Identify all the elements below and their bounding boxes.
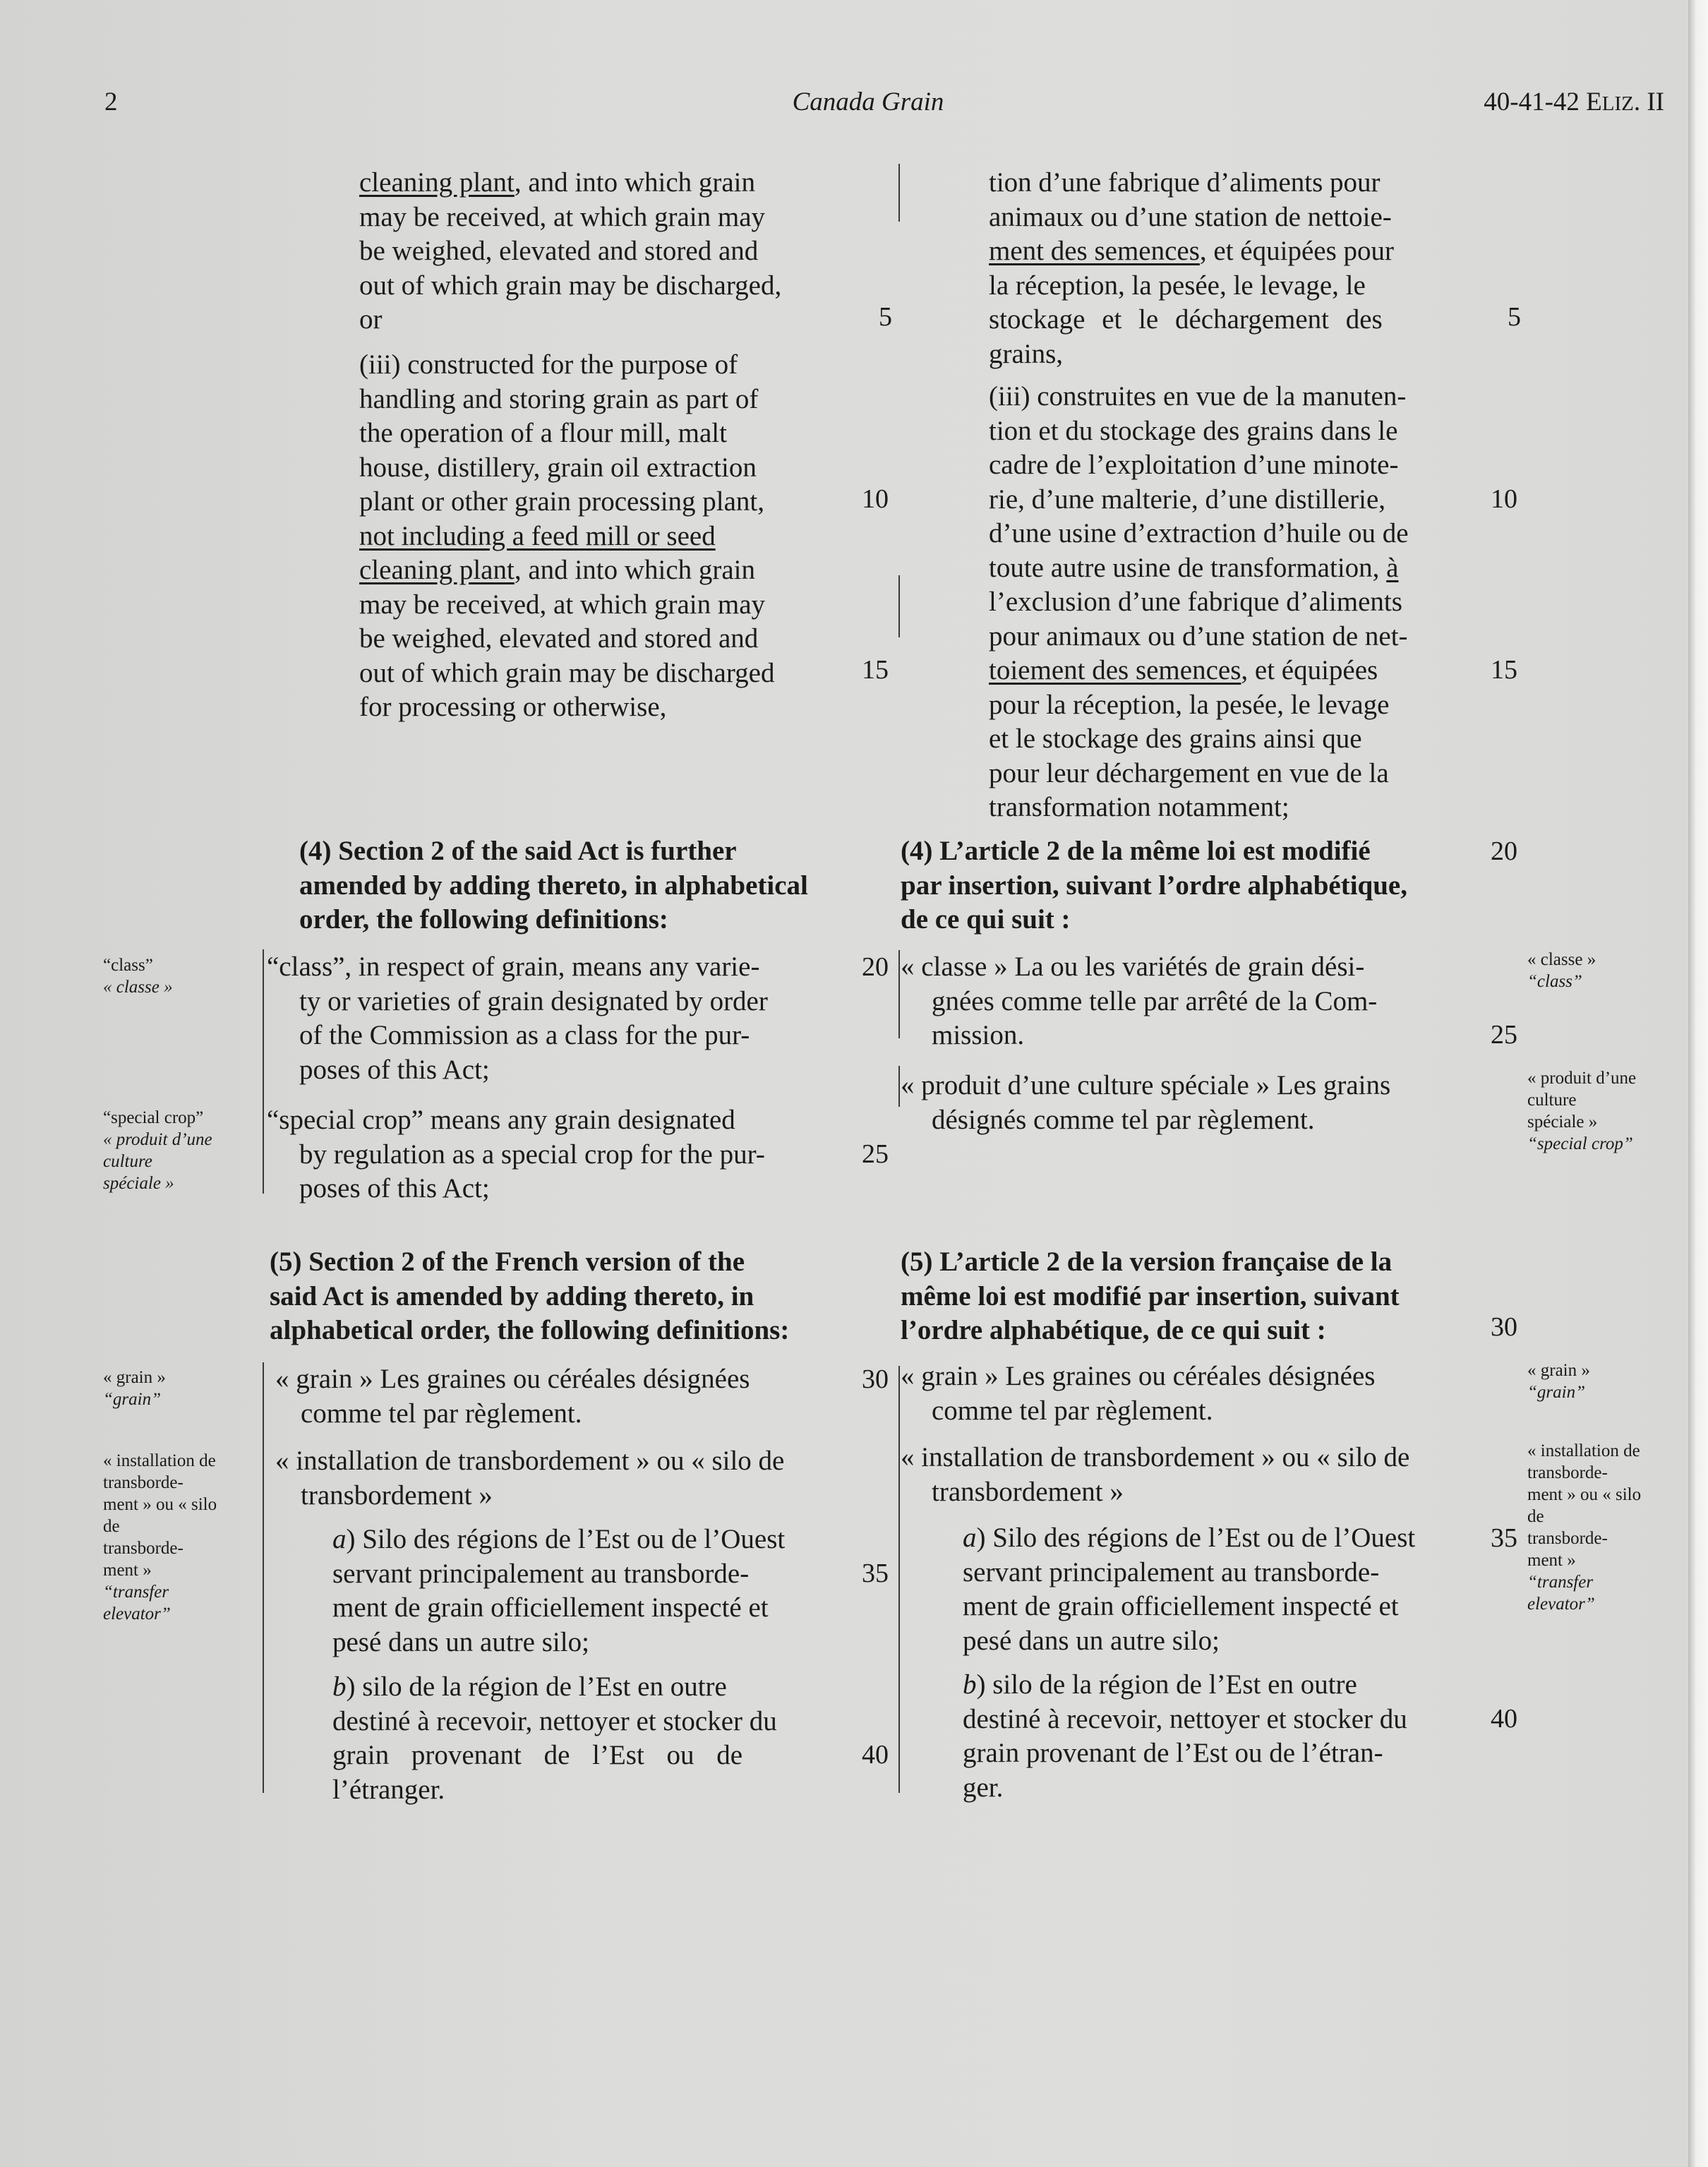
page-edge — [1688, 0, 1708, 2167]
en-line-number: 35 — [862, 1559, 889, 1588]
fr-line-number: 35 — [1491, 1523, 1517, 1553]
fr-definition-classe: « classe » La ou les variétés de grain dési- gnées comme telle par arrêté de la Com- mission. — [901, 952, 1378, 1050]
fr-subparagraph-iii: (iii) construites en vue de la manuten- tion et du stockage des grains dans le cadre de l’exploitation d’une minote- rie, d’une malterie, d’une distillerie, d’une usine d’extraction d’huile ou de toute autre usine de transformation, à l’exclusion d’une fabrique d’aliments pour animaux ou d’une station de net- toiement des semences, et équipées pour la réception, la pesée, le levage et le stockage des grains ainsi que pour leur déchargement en vue de la transformation notamment; — [989, 381, 1409, 822]
fr-definition-produit: « produit d’une culture spéciale » Les grains désignés comme tel par règlement. — [901, 1070, 1391, 1135]
en-paragraph-b: b) silo de la région de l’Est en outre destiné à recevoir, nettoyer et stocker du grain provenant de l’Est ou de l’étranger. — [332, 1671, 777, 1805]
fr-section-4-heading: (4) L’article 2 de la même loi est modifié par insertion, suivant l’ordre alphabétique, de ce qui suit : — [901, 836, 1407, 935]
fr-paragraph-b: b) silo de la région de l’Est en outre destiné à recevoir, nettoyer et stocker du grain provenant de l’Est ou de l’étran- ger. — [963, 1669, 1407, 1803]
fr-definition-transfer-elevator: « installation de transbordement » ou « silo de transbordement » — [901, 1442, 1410, 1507]
page-number: 2 — [104, 88, 118, 116]
margin-note-special-crop: “special crop” « produit d’une culture spéciale » — [103, 1108, 212, 1193]
en-definition-special-crop: “special crop” means any grain designated by regulation as a special crop for the pur- poses of this Act; — [267, 1105, 765, 1203]
amendment-rule — [898, 1366, 900, 1793]
en-top-line-5: or — [359, 304, 383, 335]
fr-line-number: 25 — [1491, 1020, 1517, 1050]
en-section-5-heading: (5) Section 2 of the French version of the said Act is amended by adding thereto, in alphabetical order, the following definitions: — [270, 1247, 790, 1345]
margin-note-transfer-elevator: « installation de transborde- ment » ou « silo de transborde- ment » “transfer elevator” — [103, 1451, 217, 1623]
en-section-4-heading: (4) Section 2 of the said Act is further amended by adding thereto, in alphabetical order, the following definitions: — [299, 836, 808, 935]
en-line-number: 25 — [862, 1139, 889, 1169]
running-title: Canada Grain — [792, 88, 944, 116]
en-top-block — [359, 166, 853, 337]
en-subparagraph-iii: (iii) constructed for the purpose of handling and storing grain as part of the operation of a flour mill, malt house, distillery, grain oil extraction plant or other grain processing plant, not including a feed mill or seed cleaning plant, and into which grain may be received, at which grain may be weighed, elevated and stored and out of which grain may be discharged for processing or otherwise, — [359, 349, 775, 722]
en-top-line-1: cleaning plant, and into which grain — [359, 167, 756, 198]
en-top-line-3: be weighed, elevated and stored and — [359, 236, 759, 266]
amendment-rule — [898, 950, 900, 1038]
fr-definition-grain: « grain » Les graines ou céréales désignées comme tel par règlement. — [901, 1361, 1376, 1426]
margin-note-produit: « produit d’une culture spéciale » “special crop” — [1527, 1069, 1637, 1153]
amendment-rule — [898, 1066, 900, 1107]
en-definition-transfer-elevator: « installation de transbordement » ou « silo de transbordement » — [275, 1446, 785, 1511]
en-top-line-2: may be received, at which grain may — [359, 201, 766, 232]
en-line-number: 30 — [862, 1364, 889, 1394]
amendment-rule — [898, 575, 900, 637]
margin-note-transfer-elevator-fr: « installation de transborde- ment » ou « silo de transborde- ment » “transfer elevator” — [1527, 1441, 1642, 1614]
fr-section-5-heading: (5) L’article 2 de la version française de la même loi est modifié par insertion, suivant l’ordre alphabétique, de ce qui suit : — [901, 1247, 1400, 1345]
margin-note-grain-fr: « grain » “grain” — [1527, 1361, 1590, 1402]
en-line-number: 5 — [879, 302, 892, 332]
amendment-rule — [263, 1362, 264, 1793]
fr-paragraph-a: a) Silo des régions de l’Est ou de l’Ouest servant principalement au transborde- ment de grain officiellement inspecté et pesé dans un autre silo; — [963, 1523, 1416, 1656]
en-definition-grain: « grain » Les graines ou céréales désignées comme tel par règlement. — [275, 1364, 750, 1429]
en-paragraph-a: a) Silo des régions de l’Est ou de l’Ouest servant principalement au transborde- ment de grain officiellement inspecté et pesé dans un autre silo; — [332, 1524, 786, 1657]
margin-note-classe: « classe » “class” — [1527, 950, 1596, 991]
session-reference: 40-41-42 ELIZ. II — [1484, 88, 1664, 116]
margin-note-class: “class” « classe » — [103, 956, 173, 997]
fr-line-number: 5 — [1508, 302, 1521, 332]
en-line-number: 20 — [862, 952, 889, 982]
fr-line-number: 10 — [1491, 484, 1517, 514]
en-line-number: 40 — [862, 1740, 889, 1770]
en-definition-class: “class”, in respect of grain, means any varie- ty or varieties of grain designated by order of the Commission as a class for the pur- poses of this Act; — [267, 952, 768, 1085]
fr-line-number: 40 — [1491, 1704, 1517, 1734]
fr-line-number: 15 — [1491, 655, 1517, 685]
margin-note-grain: « grain » “grain” — [103, 1368, 166, 1409]
en-line-number: 10 — [862, 484, 889, 514]
en-line-number: 15 — [862, 655, 889, 685]
en-top-line-4: out of which grain may be discharged, — [359, 270, 782, 301]
amendment-rule — [898, 164, 900, 222]
amendment-rule — [263, 949, 264, 1194]
fr-top-block: tion d’une fabrique d’aliments pour animaux ou d’une station de nettoie- ment des semences, et équipées pour la réception, la pesée, le levage, le stockage et le déchargement des grains, — [989, 167, 1394, 369]
fr-line-number: 20 — [1491, 836, 1517, 866]
fr-line-number: 30 — [1491, 1312, 1517, 1342]
